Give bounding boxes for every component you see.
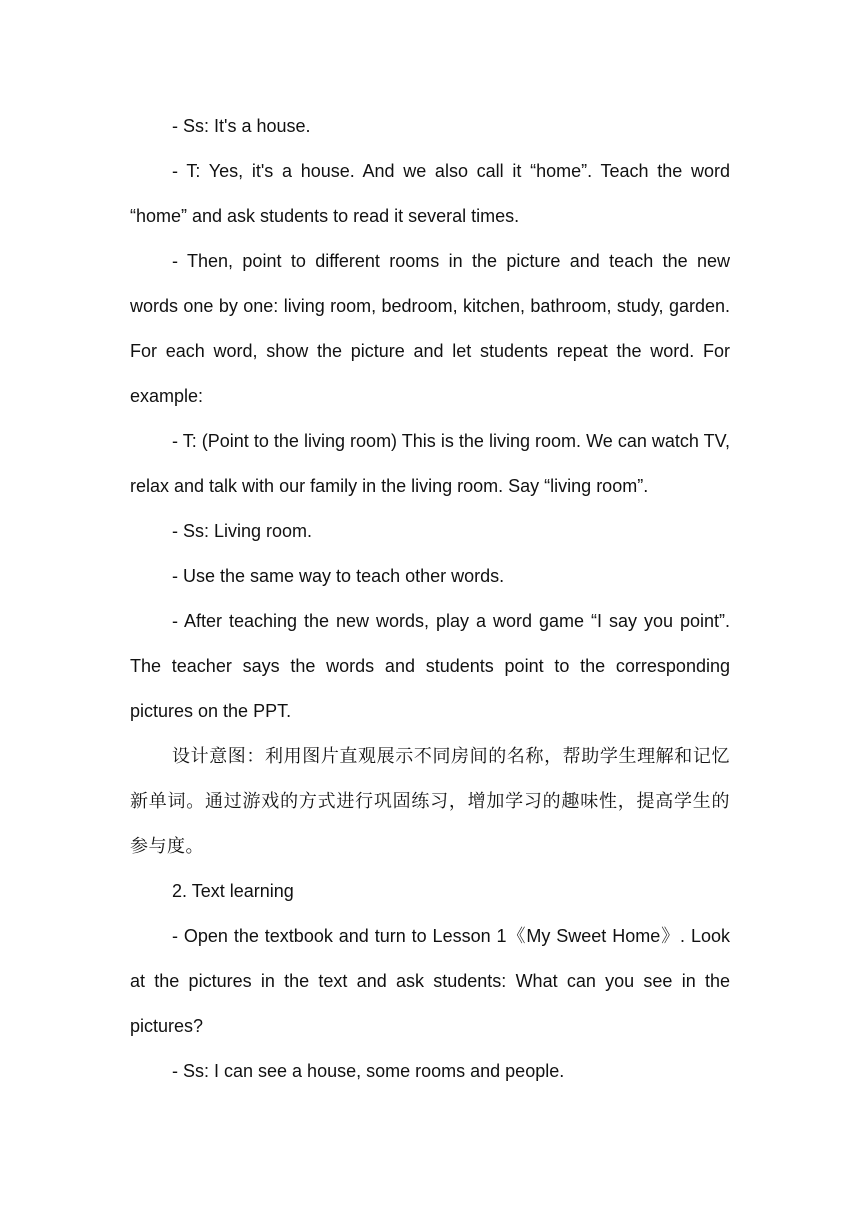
document-page bbox=[130, 104, 730, 1094]
paragraph-ss-house: - Ss: It's a house. bbox=[172, 116, 311, 136]
paragraph-ss-see-house: - Ss: I can see a house, some rooms and people. bbox=[172, 1061, 565, 1081]
paragraph-text-learning-heading: 2. Text learning bbox=[172, 881, 294, 901]
paragraph-teacher-home: - T: Yes, it's a house. And we also call it “home”. Teach the word “home” and ask students to read it several times. bbox=[130, 161, 730, 226]
paragraph-rooms-words: - Then, point to different rooms in the picture and teach the new words one by one: living room, bedroom, kitchen, bathroom, study, garden. For each word, show the picture and let students repeat the word. For example: bbox=[130, 251, 730, 406]
paragraph-word-game: - After teaching the new words, play a word game “I say you point”. The teacher says the words and students point to the corresponding pictures on the PPT. bbox=[130, 611, 730, 721]
paragraph-ss-living-room: - Ss: Living room. bbox=[172, 521, 313, 541]
paragraph-design-intent: 设计意图：利用图片直观展示不同房间的名称，帮助学生理解和记忆新单词。通过游戏的方式进行巩固练习，增加学习的趣味性，提高学生的参与度。 bbox=[130, 746, 730, 857]
paragraph-open-textbook: - Open the textbook and turn to Lesson 1《My Sweet Home》. Look at the pictures in the text and ask students: What can you see in the pictures? bbox=[130, 926, 730, 1036]
paragraph-living-room-example: - T: (Point to the living room) This is the living room. We can watch TV, relax and talk with our family in the living room. Say “living room”. bbox=[130, 431, 730, 496]
paragraph-same-way: - Use the same way to teach other words. bbox=[172, 566, 505, 586]
